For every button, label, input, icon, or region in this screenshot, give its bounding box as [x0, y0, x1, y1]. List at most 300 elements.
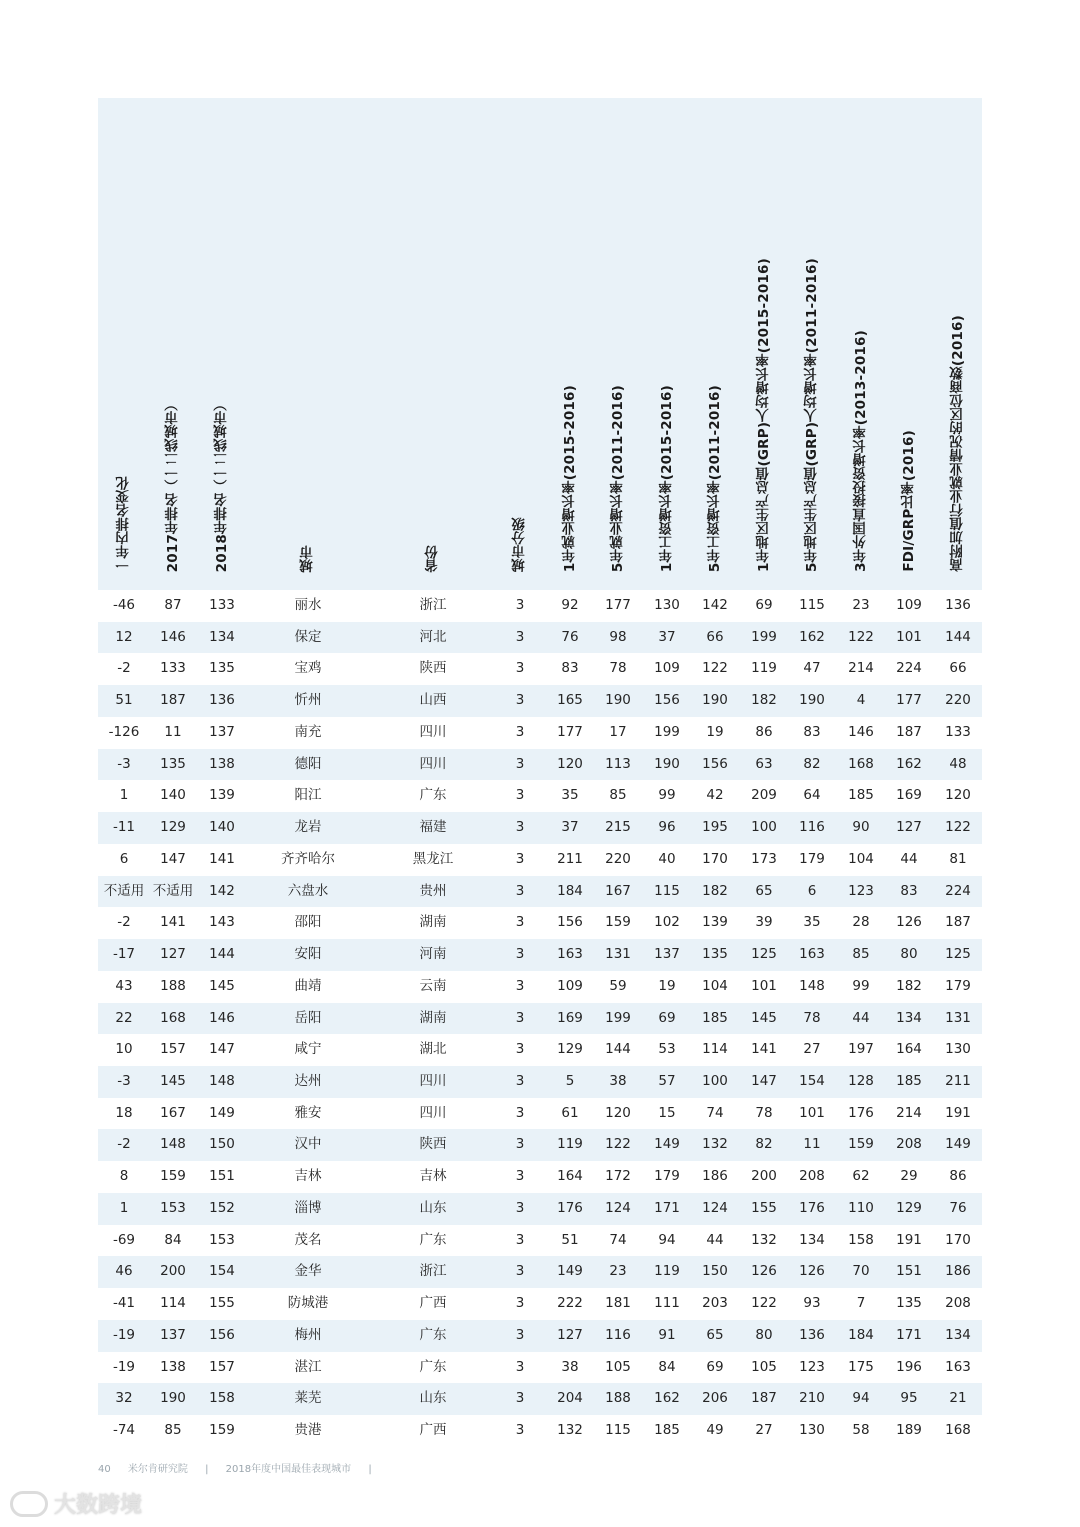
table-row — [98, 939, 982, 971]
table-cell: 云南 — [419, 977, 447, 994]
table-row — [98, 1288, 982, 1320]
table-cell: 广东 — [419, 1231, 447, 1248]
table-cell: 3 — [515, 1168, 525, 1185]
table-cell: 曲靖 — [294, 977, 322, 994]
table-cell: 168 — [160, 1009, 186, 1026]
table-cell: 山东 — [419, 1390, 447, 1407]
column-header — [754, 258, 774, 572]
table-cell: 29 — [900, 1168, 918, 1185]
table-cell: 129 — [160, 819, 186, 836]
table-cell: -41 — [112, 1295, 136, 1312]
table-cell: 148 — [799, 977, 825, 994]
table-cell: 141 — [751, 1041, 777, 1058]
column-header-label: 5年地区生产总值(GRP)人均增长率(2011-2016) — [804, 258, 820, 572]
table-cell: 140 — [160, 787, 186, 804]
table-cell: 66 — [706, 628, 724, 645]
table-cell: -2 — [117, 914, 131, 931]
table-cell: 210 — [799, 1390, 825, 1407]
table-cell: 93 — [803, 1295, 821, 1312]
column-header-label: 省份 — [425, 544, 441, 572]
table-cell: 185 — [702, 1009, 728, 1026]
table-cell: 98 — [609, 628, 627, 645]
table-cell: 100 — [751, 819, 777, 836]
table-cell: 11 — [164, 723, 182, 740]
table-cell: 保定 — [294, 628, 322, 645]
table-cell: 169 — [557, 1009, 583, 1026]
table-cell: 142 — [209, 882, 235, 899]
table-cell: 185 — [848, 787, 874, 804]
table-cell: 133 — [160, 660, 186, 677]
table-cell: 126 — [896, 914, 922, 931]
table-cell: 86 — [949, 1168, 967, 1185]
table-cell: 159 — [848, 1136, 874, 1153]
column-header-label: 1年就业增长率(2015-2016) — [562, 384, 578, 572]
table-cell: 3 — [515, 1231, 525, 1248]
table-cell: 119 — [654, 1263, 680, 1280]
table-cell: 35 — [561, 787, 579, 804]
table-cell: 134 — [896, 1009, 922, 1026]
table-cell: 122 — [605, 1136, 631, 1153]
table-cell: 3 — [515, 1422, 525, 1439]
table-cell: 淄博 — [294, 1199, 322, 1216]
table-cell: 171 — [896, 1326, 922, 1343]
table-cell: 135 — [160, 755, 186, 772]
table-cell: 130 — [799, 1422, 825, 1439]
table-cell: 广西 — [419, 1295, 447, 1312]
table-header-row — [98, 98, 982, 590]
table-cell: 139 — [209, 787, 235, 804]
table-cell: 99 — [658, 787, 676, 804]
column-header — [510, 517, 530, 572]
table-cell: 不适用 — [103, 882, 145, 899]
table-cell: 164 — [557, 1168, 583, 1185]
table-cell: -3 — [117, 755, 131, 772]
table-cell: 151 — [896, 1263, 922, 1280]
table-cell: 39 — [755, 914, 773, 931]
table-cell: 四川 — [419, 755, 447, 772]
table-cell: 齐齐哈尔 — [281, 850, 335, 867]
column-header — [705, 385, 725, 572]
table-cell: 38 — [561, 1358, 579, 1375]
table-cell: 137 — [654, 946, 680, 963]
table-cell: 吉林 — [294, 1168, 322, 1185]
table-cell: 44 — [900, 850, 918, 867]
table-cell: 101 — [751, 977, 777, 994]
table-cell: 131 — [945, 1009, 971, 1026]
table-cell: 211 — [945, 1073, 971, 1090]
table-cell: 109 — [896, 597, 922, 613]
table-cell: 湖南 — [419, 914, 447, 931]
table-cell: 140 — [209, 819, 235, 836]
table-cell: 116 — [605, 1326, 631, 1343]
table-cell: 37 — [561, 819, 579, 836]
table-cell: 179 — [945, 977, 971, 994]
table-cell: 175 — [848, 1358, 874, 1375]
table-cell: 168 — [848, 755, 874, 772]
table-cell: 196 — [896, 1358, 922, 1375]
table-cell: 125 — [751, 946, 777, 963]
table-cell: 167 — [160, 1104, 186, 1121]
table-row — [98, 622, 982, 654]
table-cell: 153 — [160, 1199, 186, 1216]
table-cell: 陕西 — [419, 660, 447, 677]
table-cell: 133 — [945, 723, 971, 740]
table-row — [98, 971, 982, 1003]
table-cell: 18 — [115, 1104, 133, 1121]
table-cell: 187 — [896, 723, 922, 740]
table-cell: 206 — [702, 1390, 728, 1407]
table-cell: 51 — [115, 692, 133, 709]
table-cell: 126 — [799, 1263, 825, 1280]
table-cell: 8 — [119, 1168, 129, 1185]
table-cell: 3 — [515, 597, 525, 613]
table-row — [98, 1383, 982, 1415]
table-cell: 182 — [751, 692, 777, 709]
table-cell: 四川 — [419, 723, 447, 740]
table-cell: 126 — [751, 1263, 777, 1280]
table-cell: 42 — [706, 787, 724, 804]
table-cell: 65 — [706, 1326, 724, 1343]
table-cell: 215 — [605, 819, 631, 836]
table-cell: 69 — [658, 1009, 676, 1026]
table-cell: 4 — [856, 692, 866, 709]
table-cell: 187 — [945, 914, 971, 931]
table-cell: 邵阳 — [294, 914, 322, 931]
table-cell: 138 — [209, 755, 235, 772]
table-cell: 190 — [799, 692, 825, 709]
table-cell: 47 — [803, 660, 821, 677]
table-cell: 163 — [799, 946, 825, 963]
table-cell: 130 — [654, 597, 680, 613]
table-cell: 57 — [658, 1073, 676, 1090]
table-cell: 173 — [751, 850, 777, 867]
table-cell: 200 — [160, 1263, 186, 1280]
table-cell: 168 — [945, 1422, 971, 1439]
table-cell: 3 — [515, 946, 525, 963]
table-cell: 186 — [945, 1263, 971, 1280]
table-cell: 156 — [702, 755, 728, 772]
table-cell: 102 — [654, 914, 680, 931]
table-cell: 101 — [896, 628, 922, 645]
table-cell: 224 — [945, 882, 971, 899]
table-cell: 125 — [945, 946, 971, 963]
table-cell: -19 — [112, 1358, 136, 1375]
table-row — [98, 685, 982, 717]
table-cell: -126 — [108, 723, 140, 740]
table-row — [98, 1352, 982, 1384]
table-cell: 84 — [658, 1358, 676, 1375]
column-header — [298, 545, 318, 572]
table-cell: 136 — [799, 1326, 825, 1343]
column-header — [851, 330, 871, 572]
table-cell: 185 — [896, 1073, 922, 1090]
table-cell: 80 — [900, 946, 918, 963]
table-row — [98, 717, 982, 749]
table-cell: 河南 — [419, 946, 447, 963]
table-cell: 177 — [896, 692, 922, 709]
table-cell: 131 — [605, 946, 631, 963]
watermark-text: 大数跨境 — [54, 1493, 143, 1518]
table-cell: 5 — [565, 1073, 575, 1090]
table-cell: 122 — [702, 660, 728, 677]
table-cell: 114 — [702, 1041, 728, 1058]
table-row — [98, 590, 982, 622]
table-cell: 120 — [945, 787, 971, 804]
table-cell: 115 — [605, 1422, 631, 1439]
table-cell: 3 — [515, 1136, 525, 1153]
table-cell: 149 — [557, 1263, 583, 1280]
table-cell: 35 — [803, 914, 821, 931]
table-cell: 44 — [852, 1009, 870, 1026]
table-cell: 70 — [852, 1263, 870, 1280]
table-cell: 127 — [557, 1326, 583, 1343]
table-cell: 208 — [896, 1136, 922, 1153]
table-cell: 222 — [557, 1295, 583, 1312]
table-cell: 85 — [164, 1422, 182, 1439]
column-header-label: 5年工资增长率(2011-2016) — [707, 384, 723, 572]
table-cell: -46 — [112, 597, 136, 613]
table-cell: 76 — [949, 1199, 967, 1216]
table-row — [98, 812, 982, 844]
table-cell: 124 — [605, 1199, 631, 1216]
table-cell: 163 — [945, 1358, 971, 1375]
table-cell: 203 — [702, 1295, 728, 1312]
table-cell: 149 — [945, 1136, 971, 1153]
table-cell: 76 — [561, 628, 579, 645]
table-cell: 3 — [515, 1326, 525, 1343]
table-cell: 148 — [160, 1136, 186, 1153]
table-cell: 咸宁 — [294, 1041, 322, 1058]
table-cell: 127 — [896, 819, 922, 836]
table-cell: 123 — [848, 882, 874, 899]
table-cell: 199 — [605, 1009, 631, 1026]
table-cell: 3 — [515, 787, 525, 804]
table-row — [98, 653, 982, 685]
table-cell: 132 — [751, 1231, 777, 1248]
table-cell: 83 — [900, 882, 918, 899]
table-cell: 3 — [515, 628, 525, 645]
table-cell: 1 — [119, 1199, 129, 1216]
table-cell: 78 — [609, 660, 627, 677]
table-cell: 177 — [557, 723, 583, 740]
footer-separator: | — [205, 1464, 209, 1475]
table-cell: 99 — [852, 977, 870, 994]
table-cell: 190 — [160, 1390, 186, 1407]
table-cell: 208 — [945, 1295, 971, 1312]
table-cell: 220 — [945, 692, 971, 709]
table-cell: 104 — [702, 977, 728, 994]
publisher-name: 米尔肯研究院 — [127, 1464, 188, 1475]
table-cell: 广东 — [419, 787, 447, 804]
table-cell: 199 — [654, 723, 680, 740]
table-cell: 159 — [160, 1168, 186, 1185]
table-cell: 94 — [852, 1390, 870, 1407]
table-cell: -2 — [117, 660, 131, 677]
table-cell: 茂名 — [294, 1231, 322, 1248]
table-cell: 176 — [848, 1104, 874, 1121]
table-cell: 山东 — [419, 1199, 447, 1216]
table-cell: 65 — [755, 882, 773, 899]
table-cell: 46 — [115, 1263, 133, 1280]
table-cell: 3 — [515, 977, 525, 994]
table-cell: 176 — [799, 1199, 825, 1216]
table-cell: 64 — [803, 787, 821, 804]
table-cell: 116 — [799, 819, 825, 836]
table-cell: 85 — [609, 787, 627, 804]
table-cell: 阳江 — [294, 787, 322, 804]
table-cell: 136 — [209, 692, 235, 709]
table-cell: 159 — [209, 1422, 235, 1439]
table-cell: 达州 — [294, 1073, 322, 1090]
table-cell: 40 — [658, 850, 676, 867]
table-row — [98, 749, 982, 781]
table-cell: 132 — [702, 1136, 728, 1153]
table-cell: 27 — [755, 1422, 773, 1439]
table-cell: 129 — [557, 1041, 583, 1058]
table-cell: 190 — [605, 692, 631, 709]
table-cell: 145 — [751, 1009, 777, 1026]
table-row — [98, 1320, 982, 1352]
table-cell: 119 — [751, 660, 777, 677]
table-cell: 宝鸡 — [294, 660, 322, 677]
report-title: 2018年度中国最佳表现城市 — [225, 1464, 352, 1475]
table-cell: 142 — [702, 597, 728, 613]
table-cell: 汉中 — [294, 1136, 322, 1153]
table-cell: 146 — [209, 1009, 235, 1026]
table-body — [98, 590, 982, 1447]
column-header-label: 高附加值行业就业情况的区位商数(2016) — [950, 315, 966, 572]
table-cell: 137 — [160, 1326, 186, 1343]
column-header-label: 城市分级 — [512, 517, 528, 572]
table-cell: 150 — [702, 1263, 728, 1280]
table-row — [98, 844, 982, 876]
table-cell: 113 — [605, 755, 631, 772]
table-cell: 96 — [658, 819, 676, 836]
table-cell: 3 — [515, 1263, 525, 1280]
table-cell: 184 — [557, 882, 583, 899]
table-cell: 84 — [164, 1231, 182, 1248]
column-header-label: 3年外国直接投资增长率(2013-2016) — [853, 330, 869, 572]
table-cell: 湖北 — [419, 1041, 447, 1058]
table-cell: 104 — [848, 850, 874, 867]
table-cell: 3 — [515, 755, 525, 772]
table-cell: 187 — [160, 692, 186, 709]
table-cell: 安阳 — [294, 946, 322, 963]
table-cell: 138 — [160, 1358, 186, 1375]
table-cell: 福建 — [419, 819, 447, 836]
table-cell: 四川 — [419, 1073, 447, 1090]
table-cell: 179 — [799, 850, 825, 867]
table-cell: 3 — [515, 1295, 525, 1312]
table-cell: 214 — [848, 660, 874, 677]
table-cell: 170 — [702, 850, 728, 867]
table-cell: 155 — [209, 1295, 235, 1312]
table-cell: 3 — [515, 660, 525, 677]
table-cell: 162 — [799, 628, 825, 645]
table-cell: 135 — [702, 946, 728, 963]
table-cell: 105 — [605, 1358, 631, 1375]
table-cell: 171 — [654, 1199, 680, 1216]
table-cell: 83 — [803, 723, 821, 740]
table-cell: 浙江 — [419, 597, 447, 613]
column-header — [114, 476, 134, 572]
table-cell: 莱芜 — [294, 1390, 322, 1407]
table-cell: 158 — [848, 1231, 874, 1248]
table-cell: 3 — [515, 850, 525, 867]
table-cell: 15 — [658, 1104, 676, 1121]
column-header-label: 2018年排名（一二线城市） — [214, 396, 230, 572]
footer-separator-end: | — [368, 1464, 372, 1475]
table-cell: 190 — [654, 755, 680, 772]
table-cell: 134 — [799, 1231, 825, 1248]
column-header-label: 1年工资增长率(2015-2016) — [659, 384, 675, 572]
table-cell: 122 — [945, 819, 971, 836]
table-cell: 61 — [561, 1104, 579, 1121]
page-number: 40 — [98, 1464, 111, 1475]
table-cell: 208 — [799, 1168, 825, 1185]
table-cell: 165 — [557, 692, 583, 709]
table-cell: 199 — [751, 628, 777, 645]
table-cell: 155 — [751, 1199, 777, 1216]
table-cell: 179 — [654, 1168, 680, 1185]
table-cell: 144 — [209, 946, 235, 963]
table-cell: 59 — [609, 977, 627, 994]
table-row — [98, 1161, 982, 1193]
column-header-label: 2017年排名（一二线城市） — [165, 396, 181, 572]
table-cell: 48 — [949, 755, 967, 772]
watermark-logo-icon — [10, 1491, 48, 1517]
table-cell: 贵港 — [294, 1422, 322, 1439]
table-cell: 209 — [751, 787, 777, 804]
table-cell: 177 — [605, 597, 631, 613]
table-cell: 7 — [856, 1295, 866, 1312]
table-cell: 广东 — [419, 1326, 447, 1343]
table-cell: 137 — [209, 723, 235, 740]
table-row — [98, 1129, 982, 1161]
table-cell: 211 — [557, 850, 583, 867]
table-cell: 85 — [852, 946, 870, 963]
table-cell: 136 — [945, 597, 971, 613]
page-footer — [98, 1460, 386, 1475]
table-cell: 丽水 — [294, 597, 322, 613]
table-cell: 122 — [848, 628, 874, 645]
table-cell: 82 — [803, 755, 821, 772]
table-cell: 214 — [896, 1104, 922, 1121]
table-cell: 204 — [557, 1390, 583, 1407]
table-cell: 101 — [799, 1104, 825, 1121]
table-cell: 132 — [557, 1422, 583, 1439]
table-cell: 154 — [209, 1263, 235, 1280]
table-row — [98, 1003, 982, 1035]
column-header — [899, 430, 919, 572]
table-cell: 贵州 — [419, 882, 447, 899]
table-cell: 144 — [945, 628, 971, 645]
table-cell: 3 — [515, 1009, 525, 1026]
table-cell: 149 — [654, 1136, 680, 1153]
column-header-label: 城市 — [300, 544, 316, 572]
table-cell: 170 — [945, 1231, 971, 1248]
table-cell: 127 — [160, 946, 186, 963]
column-header — [657, 385, 677, 572]
table-cell: 3 — [515, 1358, 525, 1375]
table-cell: 3 — [515, 882, 525, 899]
table-cell: 浙江 — [419, 1263, 447, 1280]
table-cell: 190 — [702, 692, 728, 709]
table-cell: 78 — [803, 1009, 821, 1026]
table-row — [98, 780, 982, 812]
table-row — [98, 907, 982, 939]
table-cell: 23 — [609, 1263, 627, 1280]
